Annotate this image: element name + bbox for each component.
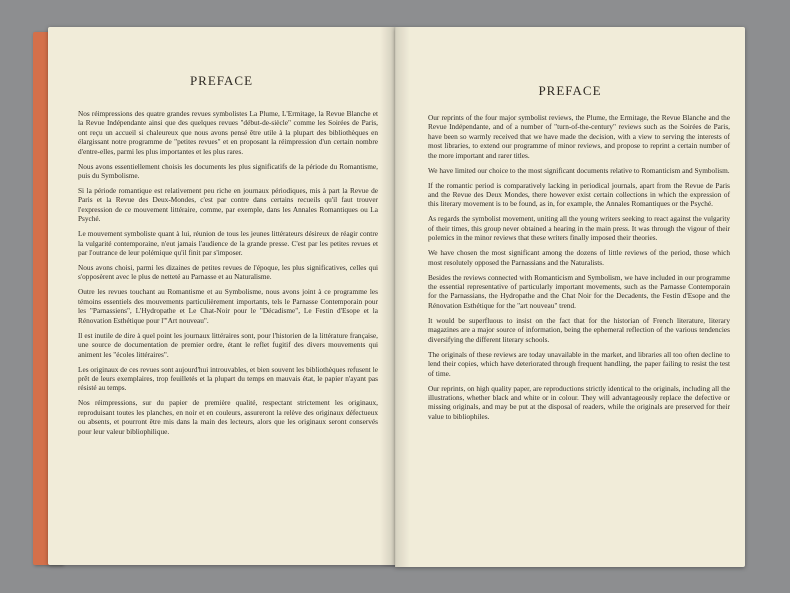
right-paragraph: It would be superfluous to insist on the fact that for the historian of French literature, literary magazines are a major source of information, being the ephemeral reflection of the various tendencies diversifying the different literary schools. <box>428 315 730 344</box>
left-paragraph: Outre les revues touchant au Romantisme et au Symbolisme, nous avons joint à ce programme les témoins essentiels des mouvements particulièrement importants, tels le Parnasse Contemporain pour les "Parnassiens", L'Hydropathe et Le Chat-Noir pour le "Décadisme", Le Festin d'Esope et la Rénovation Esthétique pour l'"Art nouveau". <box>78 287 378 325</box>
left-page-body <box>78 109 378 442</box>
left-paragraph: Nos réimpressions, sur du papier de première qualité, respectant strictement les originaux, reproduisant toutes les planches, en noir et en couleurs, assureront la relève des originaux défectueux ou absents, et pourront être mis dans la main des lecteurs, alors que les originaux seront conservés pour leur valeur bibliophilique. <box>78 398 378 436</box>
right-paragraph: As regards the symbolist movement, uniting all the young writers seeking to react against the vulgarity of their times, this group never obtained a hearing in the main press. It was through the vigour of their polemics in the minor reviews that these writers finally imposed their theories. <box>428 214 730 243</box>
right-paragraph: We have chosen the most significant among the dozens of little reviews of the period, those which most resolutely opposed the Parnassians and the Naturalists. <box>428 248 730 267</box>
right-paragraph: Besides the reviews connected with Romanticism and Symbolism, we have included in our programme the essential representative of particularly important movements, such as the Parnasse Contemporain for the Parnassians, the Hydropathe and the Chat Noir for the Decadents, the Festin d'Esope and the Rénovation Esthétique for the "art nouveau" trend. <box>428 272 730 310</box>
left-paragraph: Les originaux de ces revues sont aujourd'hui introuvables, et bien souvent les bibliothèques refusent le prêt de leurs exemplaires, trop feuilletés et la plupart du temps en mauvais état, le papier n'ayant pas résisté au temps. <box>78 364 378 393</box>
left-page-title: PREFACE <box>189 73 254 88</box>
left-paragraph: Si la période romantique est relativement peu riche en journaux périodiques, mis à part la Revue de Paris et la Revue des Deux-Mondes, c'est par contre dans certains recueils qu'il faut trouver l'expression de ce mouvement littéraire, comme, par exemple, dans les Annales Romantiques ou La Psyché. <box>78 186 378 224</box>
right-page-body <box>428 113 730 427</box>
right-page <box>395 27 745 567</box>
left-paragraph: Le mouvement symboliste quant à lui, réunion de tous les jeunes littérateurs désireux de réagir contre la vulgarité contemporaine, n'eut jamais l'audience de la grande presse. C'est par les petites revues et par l'outrance de leur polémique qu'il finit par s'imposer. <box>78 229 378 258</box>
right-paragraph: Our reprints of the four major symbolist reviews, the Plume, the Ermitage, the Revue Blanche and the Revue Indépendante, and of a number of "turn-of-the-century" reviews such as the Soirées de Paris, have been so warmly received that we have made the decision, with a view to serving the interests of most libraries, to extend our programme of minor reviews, and propose to reprint a certain number of the more important and rarer titles. <box>428 113 730 160</box>
right-paragraph: We have limited our choice to the most significant documents relative to Romanticism and Symbolism. <box>428 165 730 175</box>
left-paragraph: Il est inutile de dire à quel point les journaux littéraires sont, pour l'historien de la littérature française, une source de documentation de premier ordre, étant le reflet fugitif des divers mouvements qui animent les "écoles littéraires". <box>78 330 378 359</box>
left-paragraph: Nous avons essentiellement choisis les documents les plus significatifs de la période du Romantisme, puis du Symbolisme. <box>78 161 378 181</box>
left-paragraph: Nos réimpressions des quatre grandes revues symbolistes La Plume, L'Ermitage, la Revue Blanche et la Revue Indépendante ainsi que des quelques revues "début-de-siècle" comme les Soirées de Paris, ont reçu un accueil si chaleureux que nous avons pensé être utile à la plupart des bibliothèques en élargissant notre programme de "petites revues" et en proposant la réimpression d'un certain nombre d'entre-elles, parmi les plus importantes et les plus rares. <box>78 109 378 156</box>
right-paragraph: Our reprints, on high quality paper, are reproductions strictly identical to the originals, including all the illustrations, whether black and white or in colour. They will advantageously replace the defective or missing originals, and may be put at the disposal of readers, while the originals are preserved for their value to bibliophiles. <box>428 383 730 421</box>
left-page <box>48 27 395 565</box>
right-page-title: PREFACE <box>538 83 602 98</box>
left-paragraph: Nous avons choisi, parmi les dizaines de petites revues de l'époque, les plus significatives, celles qui s'opposèrent avec le plus de netteté au Parnasse et au Naturalisme. <box>78 263 378 282</box>
right-paragraph: If the romantic period is comparatively lacking in periodical journals, apart from the Revue de Paris and the Revue des Deux Mondes, there however exist certain collections in which the expression of this literary movement is to be found, as in, for example, the Annales Romantiques or the Psyché. <box>428 180 730 209</box>
right-paragraph: The originals of these reviews are today unavailable in the market, and libraries all too often decline to lend their copies, which have deteriorated through frequent handling, the paper failing to resist the test of time. <box>428 349 730 378</box>
